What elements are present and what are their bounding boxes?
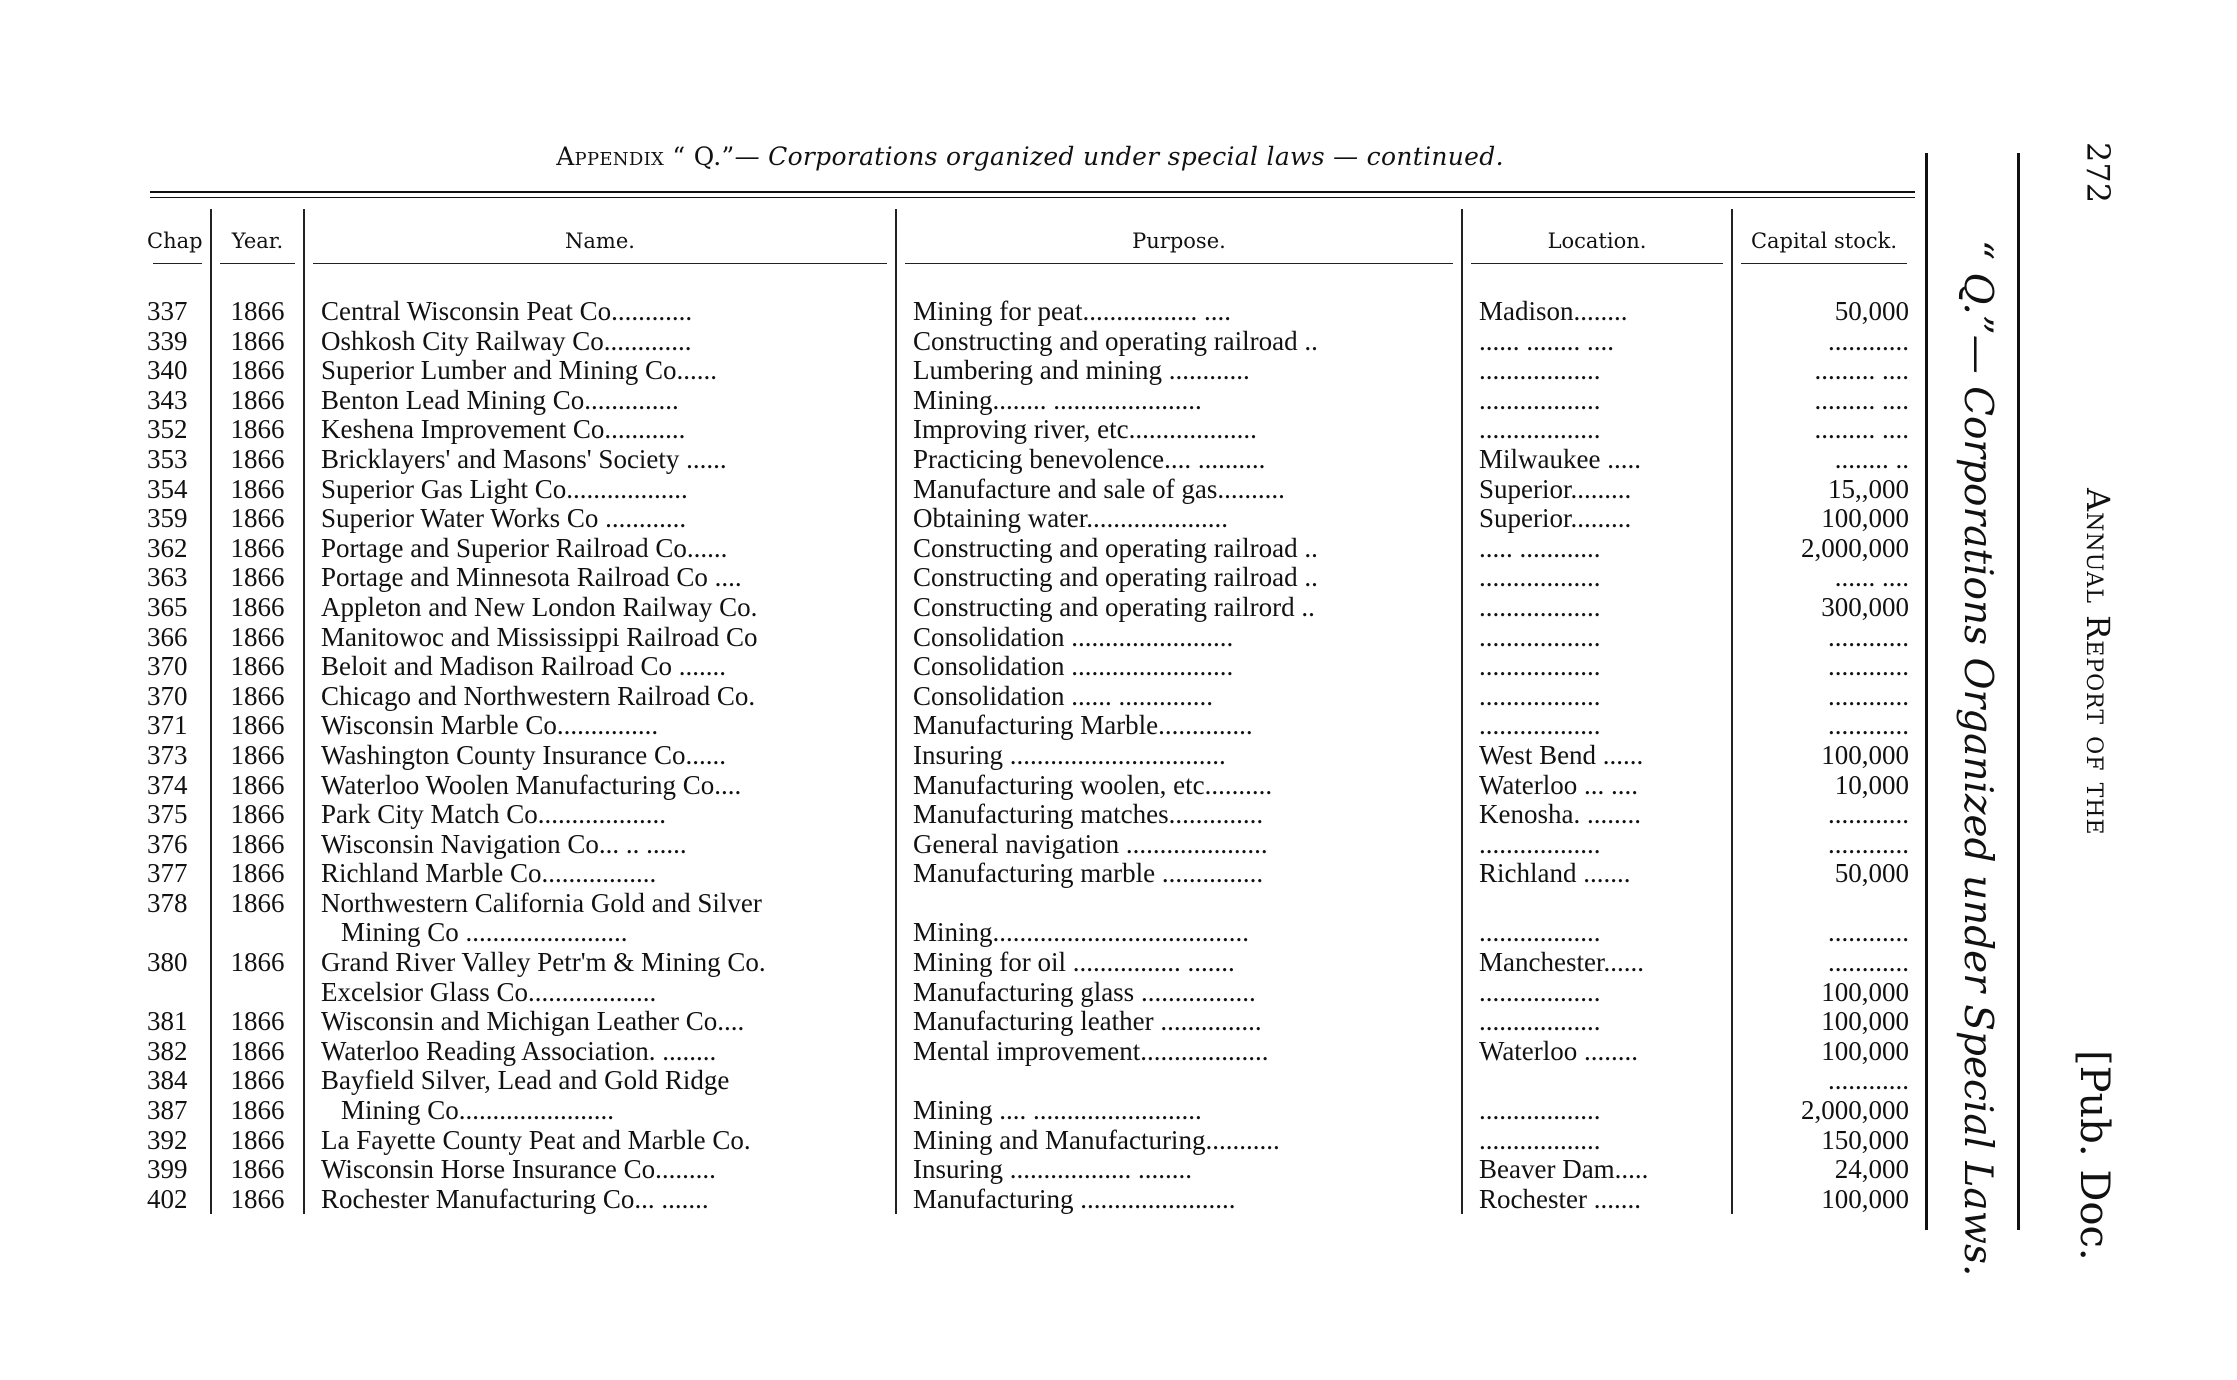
cell-chap: 354 (147, 474, 188, 504)
cell-purpose: Consolidation ...... .............. (896, 682, 1462, 712)
cell-capital: 50,000 (1732, 297, 1915, 327)
cell-capital: ............ (1732, 948, 1915, 978)
cell-chap: 352 (147, 415, 188, 445)
table-row (145, 918, 1915, 948)
cell-purpose: Constructing and operating railroad .. (896, 534, 1462, 564)
table-row (145, 475, 1915, 505)
cell-capital: 15,,000 (1732, 475, 1915, 505)
cell-name: Bayfield Silver, Lead and Gold Ridge (304, 1066, 896, 1096)
cell-chap: 363 (147, 563, 188, 593)
right-border-rule (1925, 153, 1928, 1230)
cell-name: Park City Match Co................... (304, 800, 896, 830)
cell-purpose: Manufacturing ....................... (896, 1185, 1462, 1215)
cell-name: Appleton and New London Railway Co. (304, 593, 896, 623)
appendix-label: Appendix (556, 142, 665, 171)
cell-name: Oshkosh City Railway Co............. (304, 327, 896, 357)
col-header-location: Location. (1462, 209, 1732, 273)
cell-location: Waterloo ........ (1462, 1037, 1732, 1067)
cell-location: .................. (1462, 711, 1732, 741)
page-number: 272 (2079, 142, 2117, 204)
cell-location: .................. (1462, 830, 1732, 860)
cell-year: 1866 (211, 711, 304, 741)
cell-chap: 375 (147, 800, 188, 830)
table-row (145, 504, 1915, 534)
cell-location: .................. (1462, 1007, 1732, 1037)
cell-location: .................. (1462, 593, 1732, 623)
cell-capital: 150,000 (1732, 1126, 1915, 1156)
cell-chap: 380 (147, 948, 188, 978)
cell-capital: ............ (1732, 800, 1915, 830)
cell-capital: ............ (1732, 327, 1915, 357)
cell-year: 1866 (211, 563, 304, 593)
table-header-row (145, 209, 1915, 273)
annual-report-heading: Annual Report of the (2079, 488, 2117, 836)
cell-name: Benton Lead Mining Co.............. (304, 386, 896, 416)
cell-chap: 392 (147, 1125, 188, 1155)
cell-name: Superior Gas Light Co.................. (304, 475, 896, 505)
cell-year: 1866 (211, 1037, 304, 1067)
table-row (145, 1155, 1915, 1185)
table-row (145, 1185, 1915, 1215)
cell-purpose: Manufacturing woolen, etc.......... (896, 771, 1462, 801)
cell-purpose: Constructing and operating railroad .. (896, 563, 1462, 593)
cell-purpose: Manufacturing Marble.............. (896, 711, 1462, 741)
cell-name: Rochester Manufacturing Co... ....... (304, 1185, 896, 1215)
cell-purpose (896, 1066, 1462, 1096)
cell-capital: 100,000 (1732, 1007, 1915, 1037)
table-row (145, 889, 1915, 919)
cell-location: .................. (1462, 978, 1732, 1008)
cell-purpose: Lumbering and mining ............ (896, 356, 1462, 386)
cell-capital: ............ (1732, 652, 1915, 682)
cell-chap (145, 978, 211, 1008)
cell-year: 1866 (211, 593, 304, 623)
cell-year: 1866 (211, 800, 304, 830)
cell-location: Manchester...... (1462, 948, 1732, 978)
cell-purpose: Manufacturing matches.............. (896, 800, 1462, 830)
table-row (145, 771, 1915, 801)
cell-chap: 359 (147, 504, 188, 534)
table-row (145, 563, 1915, 593)
cell-location: Milwaukee ..... (1462, 445, 1732, 475)
cell-purpose: Consolidation ........................ (896, 623, 1462, 653)
cell-name: Bricklayers' and Masons' Society ...... (304, 445, 896, 475)
cell-capital: ......... .... (1732, 386, 1915, 416)
cell-location: .................. (1462, 563, 1732, 593)
cell-name: Excelsior Glass Co................... (304, 978, 896, 1008)
cell-name: Chicago and Northwestern Railroad Co. (304, 682, 896, 712)
table-row (145, 948, 1915, 978)
cell-name: Wisconsin Horse Insurance Co......... (304, 1155, 896, 1185)
col-header-year: Year. (211, 209, 304, 273)
cell-name: Wisconsin Marble Co............... (304, 711, 896, 741)
cell-location: .................. (1462, 1096, 1732, 1126)
cell-chap: 371 (147, 711, 188, 741)
cell-chap: 384 (147, 1066, 188, 1096)
cell-year: 1866 (211, 889, 304, 919)
pub-doc-label: [Pub. Doc. (2071, 1050, 2117, 1261)
table-row (145, 623, 1915, 653)
cell-name: Mining Co....................... (304, 1096, 896, 1126)
cell-year: 1866 (211, 415, 304, 445)
cell-location: .................. (1462, 682, 1732, 712)
cell-capital: ............ (1732, 830, 1915, 860)
cell-name: Beloit and Madison Railroad Co ....... (304, 652, 896, 682)
cell-name: Mining Co ........................ (304, 918, 896, 948)
cell-location: ..... ............ (1462, 534, 1732, 564)
cell-year: 1866 (211, 771, 304, 801)
cell-name: Portage and Superior Railroad Co...... (304, 534, 896, 564)
cell-chap: 370 (147, 681, 188, 711)
cell-location: .................. (1462, 918, 1732, 948)
cell-name: Waterloo Woolen Manufacturing Co.... (304, 771, 896, 801)
cell-chap: 337 (147, 297, 188, 326)
cell-purpose: Insuring ................................ (896, 741, 1462, 771)
cell-year (211, 978, 304, 1008)
cell-location: Beaver Dam..... (1462, 1155, 1732, 1185)
cell-location: Kenosha. ........ (1462, 800, 1732, 830)
cell-purpose: Consolidation ........................ (896, 652, 1462, 682)
cell-year: 1866 (211, 356, 304, 386)
table-row (145, 1126, 1915, 1156)
cell-year: 1866 (211, 652, 304, 682)
running-head-rule (2017, 153, 2020, 1230)
cell-capital: 300,000 (1732, 593, 1915, 623)
table-row (145, 593, 1915, 623)
table-row (145, 356, 1915, 386)
cell-location: .................. (1462, 652, 1732, 682)
cell-capital: 100,000 (1732, 1185, 1915, 1215)
cell-location: West Bend ...... (1462, 741, 1732, 771)
cell-chap: 373 (147, 740, 188, 770)
cell-capital: ............ (1732, 682, 1915, 712)
cell-name: Keshena Improvement Co............ (304, 415, 896, 445)
cell-purpose: Mining for oil ................ ....... (896, 948, 1462, 978)
cell-chap: 343 (147, 385, 188, 415)
page-title (150, 142, 1910, 171)
cell-purpose: Manufacturing marble ............... (896, 859, 1462, 889)
cell-capital: ............ (1732, 918, 1915, 948)
cell-year: 1866 (211, 327, 304, 357)
cell-name: Portage and Minnesota Railroad Co .... (304, 563, 896, 593)
cell-chap: 339 (147, 326, 188, 356)
cell-year: 1866 (211, 1185, 304, 1215)
cell-location: Madison........ (1462, 297, 1732, 327)
cell-purpose: Mining........ ...................... (896, 386, 1462, 416)
cell-name: Manitowoc and Mississippi Railroad Co (304, 623, 896, 653)
table-row (145, 386, 1915, 416)
cell-capital: ............ (1732, 711, 1915, 741)
cell-capital: 100,000 (1732, 504, 1915, 534)
cell-location: Superior......... (1462, 504, 1732, 534)
cell-name: Superior Lumber and Mining Co...... (304, 356, 896, 386)
cell-name: Waterloo Reading Association. ........ (304, 1037, 896, 1067)
cell-year: 1866 (211, 741, 304, 771)
cell-capital: 2,000,000 (1732, 534, 1915, 564)
cell-chap: 387 (147, 1096, 188, 1126)
corporations-table (145, 209, 1915, 1214)
table-row (145, 534, 1915, 564)
cell-capital (1732, 889, 1915, 919)
cell-year: 1866 (211, 1007, 304, 1037)
cell-name: La Fayette County Peat and Marble Co. (304, 1126, 896, 1156)
cell-chap (145, 918, 211, 948)
cell-year: 1866 (211, 1096, 304, 1126)
cell-chap: 353 (147, 444, 188, 474)
cell-location: ...... ........ .... (1462, 327, 1732, 357)
col-header-name: Name. (304, 209, 896, 273)
col-header-purpose: Purpose. (896, 209, 1462, 273)
cell-location: Richland ....... (1462, 859, 1732, 889)
col-header-capital: Capital stock. (1732, 209, 1915, 273)
cell-purpose: Manufacture and sale of gas.......... (896, 475, 1462, 505)
cell-chap: 370 (147, 652, 188, 682)
cell-capital: 100,000 (1732, 978, 1915, 1008)
cell-location: .................. (1462, 386, 1732, 416)
cell-location: Superior......... (1462, 475, 1732, 505)
table-row (145, 1007, 1915, 1037)
cell-year: 1866 (211, 830, 304, 860)
cell-capital: ........ .. (1732, 445, 1915, 475)
cell-capital: 50,000 (1732, 859, 1915, 889)
cell-chap: 374 (147, 770, 188, 800)
cell-purpose: Manufacturing glass ................. (896, 978, 1462, 1008)
table-row (145, 741, 1915, 771)
cell-location: .................. (1462, 415, 1732, 445)
cell-capital: ......... .... (1732, 415, 1915, 445)
cell-purpose: Mining...................................... (896, 918, 1462, 948)
cell-purpose: Constructing and operating railroad .. (896, 327, 1462, 357)
table-row (145, 415, 1915, 445)
cell-chap: 376 (147, 829, 188, 859)
table-row (145, 859, 1915, 889)
cell-location: Rochester ....... (1462, 1185, 1732, 1215)
table-row (145, 711, 1915, 741)
cell-chap: 362 (147, 533, 188, 563)
cell-capital: 2,000,000 (1732, 1096, 1915, 1126)
double-rule-bottom (150, 197, 1915, 198)
cell-name: Washington County Insurance Co...... (304, 741, 896, 771)
table-row (145, 1096, 1915, 1126)
cell-capital: ............ (1732, 1066, 1915, 1096)
cell-year: 1866 (211, 386, 304, 416)
table-row (145, 445, 1915, 475)
running-title: “ Q.”— Corporations Organized under Special Laws. (1955, 240, 2000, 1277)
table-row (145, 978, 1915, 1008)
col-header-chap: Chap (145, 209, 211, 273)
table-row (145, 1066, 1915, 1096)
cell-purpose: Practicing benevolence.... .......... (896, 445, 1462, 475)
cell-year: 1866 (211, 1155, 304, 1185)
cell-name: Grand River Valley Petr'm & Mining Co. (304, 948, 896, 978)
table-row (145, 297, 1915, 327)
cell-year: 1866 (211, 1126, 304, 1156)
cell-location (1462, 889, 1732, 919)
cell-location: .................. (1462, 1126, 1732, 1156)
cell-location (1462, 1066, 1732, 1096)
cell-purpose: Mining for peat................. .... (896, 297, 1462, 327)
table-row (145, 327, 1915, 357)
cell-year: 1866 (211, 948, 304, 978)
cell-capital: ...... .... (1732, 563, 1915, 593)
table-row (145, 800, 1915, 830)
cell-name: Central Wisconsin Peat Co............ (304, 297, 896, 327)
table-row (145, 1037, 1915, 1067)
cell-chap: 381 (147, 1007, 188, 1037)
cell-name: Northwestern California Gold and Silver (304, 889, 896, 919)
cell-year: 1866 (211, 534, 304, 564)
table-row (145, 830, 1915, 860)
cell-chap: 382 (147, 1036, 188, 1066)
cell-chap: 399 (147, 1155, 188, 1185)
cell-name: Wisconsin and Michigan Leather Co.... (304, 1007, 896, 1037)
cell-capital: 10,000 (1732, 771, 1915, 801)
cell-chap: 377 (147, 859, 188, 889)
cell-location: Waterloo ... .... (1462, 771, 1732, 801)
cell-purpose: Constructing and operating railrord .. (896, 593, 1462, 623)
cell-year: 1866 (211, 475, 304, 505)
cell-purpose: Mental improvement................... (896, 1037, 1462, 1067)
cell-purpose: Insuring .................. ........ (896, 1155, 1462, 1185)
appendix-letter: “ Q.” (672, 142, 735, 171)
cell-name: Richland Marble Co................. (304, 859, 896, 889)
table-row (145, 652, 1915, 682)
cell-chap: 378 (147, 888, 188, 918)
cell-name: Wisconsin Navigation Co... .. ...... (304, 830, 896, 860)
double-rule-top (150, 191, 1915, 193)
cell-year: 1866 (211, 623, 304, 653)
cell-year: 1866 (211, 682, 304, 712)
cell-purpose: General navigation ..................... (896, 830, 1462, 860)
cell-capital: 24,000 (1732, 1155, 1915, 1185)
cell-year: 1866 (211, 445, 304, 475)
cell-capital: ............ (1732, 623, 1915, 653)
cell-location: .................. (1462, 356, 1732, 386)
spacer-row (145, 273, 1915, 297)
cell-capital: 100,000 (1732, 1037, 1915, 1067)
table-row (145, 682, 1915, 712)
title-text: — Corporations organized under special laws — continued. (734, 142, 1504, 171)
cell-capital: 100,000 (1732, 741, 1915, 771)
cell-chap: 366 (147, 622, 188, 652)
cell-year: 1866 (211, 859, 304, 889)
cell-chap: 402 (147, 1184, 188, 1214)
cell-year: 1866 (211, 1066, 304, 1096)
cell-purpose: Improving river, etc................... (896, 415, 1462, 445)
cell-chap: 340 (147, 356, 188, 386)
cell-capital: ......... .... (1732, 356, 1915, 386)
cell-year: 1866 (211, 504, 304, 534)
cell-name: Superior Water Works Co ............ (304, 504, 896, 534)
cell-purpose: Obtaining water..................... (896, 504, 1462, 534)
cell-year: 1866 (211, 297, 304, 327)
cell-location: .................. (1462, 623, 1732, 653)
cell-chap: 365 (147, 592, 188, 622)
cell-purpose: Mining .... ......................... (896, 1096, 1462, 1126)
cell-purpose (896, 889, 1462, 919)
cell-year (211, 918, 304, 948)
cell-purpose: Manufacturing leather ............... (896, 1007, 1462, 1037)
cell-purpose: Mining and Manufacturing........... (896, 1126, 1462, 1156)
